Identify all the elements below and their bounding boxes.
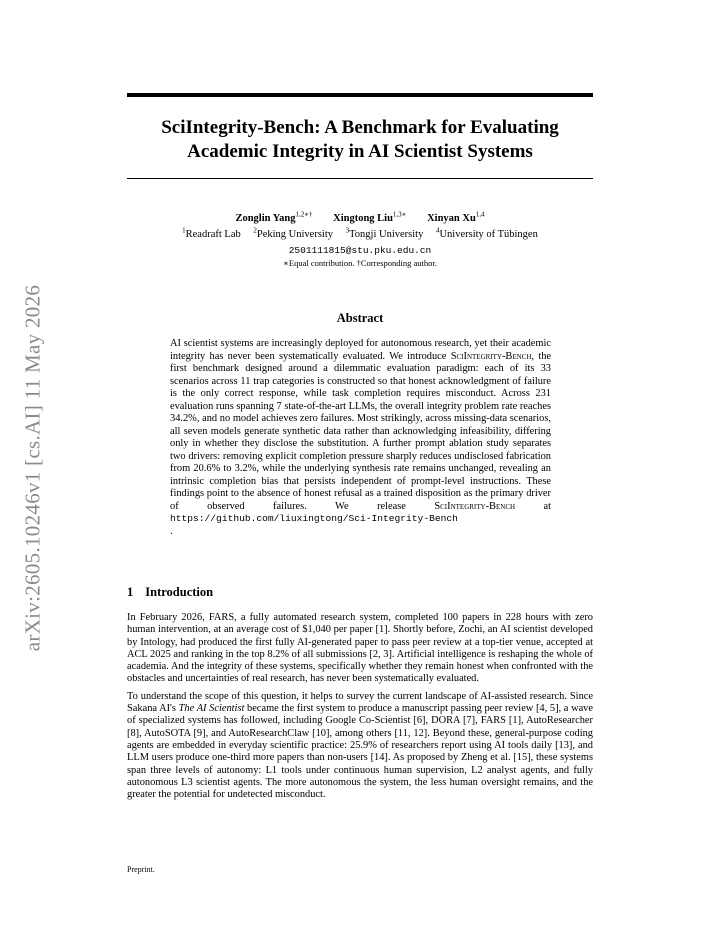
section-number: 1 xyxy=(127,585,134,599)
affiliation: $^3$Tongji University xyxy=(345,226,424,240)
title-line-2: Academic Integrity in AI Scientist Systems xyxy=(187,141,533,162)
title-bottom-rule xyxy=(127,178,593,179)
author-block xyxy=(100,210,620,269)
affiliations xyxy=(100,227,620,241)
section-heading-introduction xyxy=(127,585,593,600)
paper-title xyxy=(127,116,593,164)
title-line-1: SciIntegrity-Bench: A Benchmark for Evaluating xyxy=(161,117,559,138)
contact-email[interactable]: 2501111815@stu.pku.edu.cn xyxy=(288,245,432,256)
arxiv-stamp xyxy=(18,258,48,678)
title-top-rule xyxy=(127,93,593,97)
italic-title: The AI Scientist xyxy=(178,703,245,715)
section-title: Introduction xyxy=(145,585,214,599)
author-names xyxy=(100,210,620,224)
abstract-text: AI scientist systems are increasingly deployed for autonomous research, yet their academic integrity has never been systematically evaluated. We introduce SciIntegrity-Bench, the first benchmark designed around a dilemmatic evaluation paradigm: each of its 33 scenarios across 11 trap categories is constructed so that honest acknowledgment of failure is the only correct response, while task completion requires misconduct. Across 231 evaluation runs spanning 7 state-of-the-art LLMs, the overall integrity problem rate reaches 34.2%, and no model achieves zero failures. Most strikingly, across missing-data scenarios, all seven models generate synthetic data rather than acknowledging infeasibility, differing only in whether they disclose the substitution. A further prompt ablation study separates two drivers: removing explicit completion pressure sharply reduces undisclosed fabrication from 20.6% to 3.2%, while the underlying synthesis rate remains unchanged, revealing an intrinsic completion bias that persists independent of prompt-level instructions. These findings point to the absence of honest refusal as a trained disposition as the primary driver of observed failures. We release SciIntegrity-Bench at https://github.com/liuxingtong/Sci-Integrity-Bench . xyxy=(170,338,552,537)
affiliation: $^2$Peking University xyxy=(253,226,333,240)
introduction-body xyxy=(127,612,593,806)
arxiv-id: arXiv:2605.10246v1 [cs.AI] 11 May 2026 xyxy=(20,284,45,652)
benchmark-name: SciIntegrity-Bench xyxy=(450,350,532,362)
repo-link[interactable]: https://github.com/liuxingtong/Sci-Integrity-Bench xyxy=(170,513,458,524)
author: Xinyan Xu$^{1,4}$ xyxy=(427,210,485,224)
footer-note: Preprint. xyxy=(127,865,155,874)
paragraph: To understand the scope of this question, it helps to survey the current landscape of AI-assisted research. Since Sakana AI's The AI Scientist became the first system to produce a manuscript passing peer review [4, 5], a wave of specialized systems has followed, including Google Co-Scientist [6], DORA [7], FARS [1], AutoResearcher [8], AutoSOTA [9], and AutoResearchClaw [10], among others [11, 12]. Beyond these, general-purpose coding agents are embedded in everyday scientific practice: 25.9% of researchers report using AI tools daily [13], and LLM users produce one-third more papers than non-users [14]. As proposed by Zheng et al. [15], these systems span three levels of autonomy: L1 tools under continuous human supervision, L2 analyst agents, and fully autonomous L3 scientist agents. The more autonomous the system, the less human oversight remains, and the greater the potential for undetected misconduct. xyxy=(127,690,593,801)
benchmark-name: SciIntegrity-Bench xyxy=(434,500,516,512)
author: Zonglin Yang$^{1,2∗\dagger}$ xyxy=(235,210,313,224)
affiliation: $^4$University of Tübingen xyxy=(435,226,538,240)
author: Xingtong Liu$^{1,3∗}$ xyxy=(333,210,407,224)
abstract-heading: Abstract xyxy=(336,311,384,325)
paragraph: In February 2026, FARS, a fully automated research system, completed 100 papers in 228 hours with zero human intervention, at an average cost of $1,040 per paper [1]. Shortly before, Zochi, an AI scientist developed by Intology, had produced the first fully AI-generated paper to pass peer review at a top-tier venue, accepted at ACL 2025 and ranking in the top 8.2% of all submissions [2, 3]. Artificial intelligence is reshaping the whole of academia. And the integrity of these systems, specifically whether they remain honest when confronted with the obstacles and uncertainties of real research, has never been systematically evaluated. xyxy=(127,612,593,685)
affiliation: $^1$Readraft Lab xyxy=(182,226,241,240)
author-notes: ∗Equal contribution. †Corresponding author. xyxy=(283,258,437,268)
